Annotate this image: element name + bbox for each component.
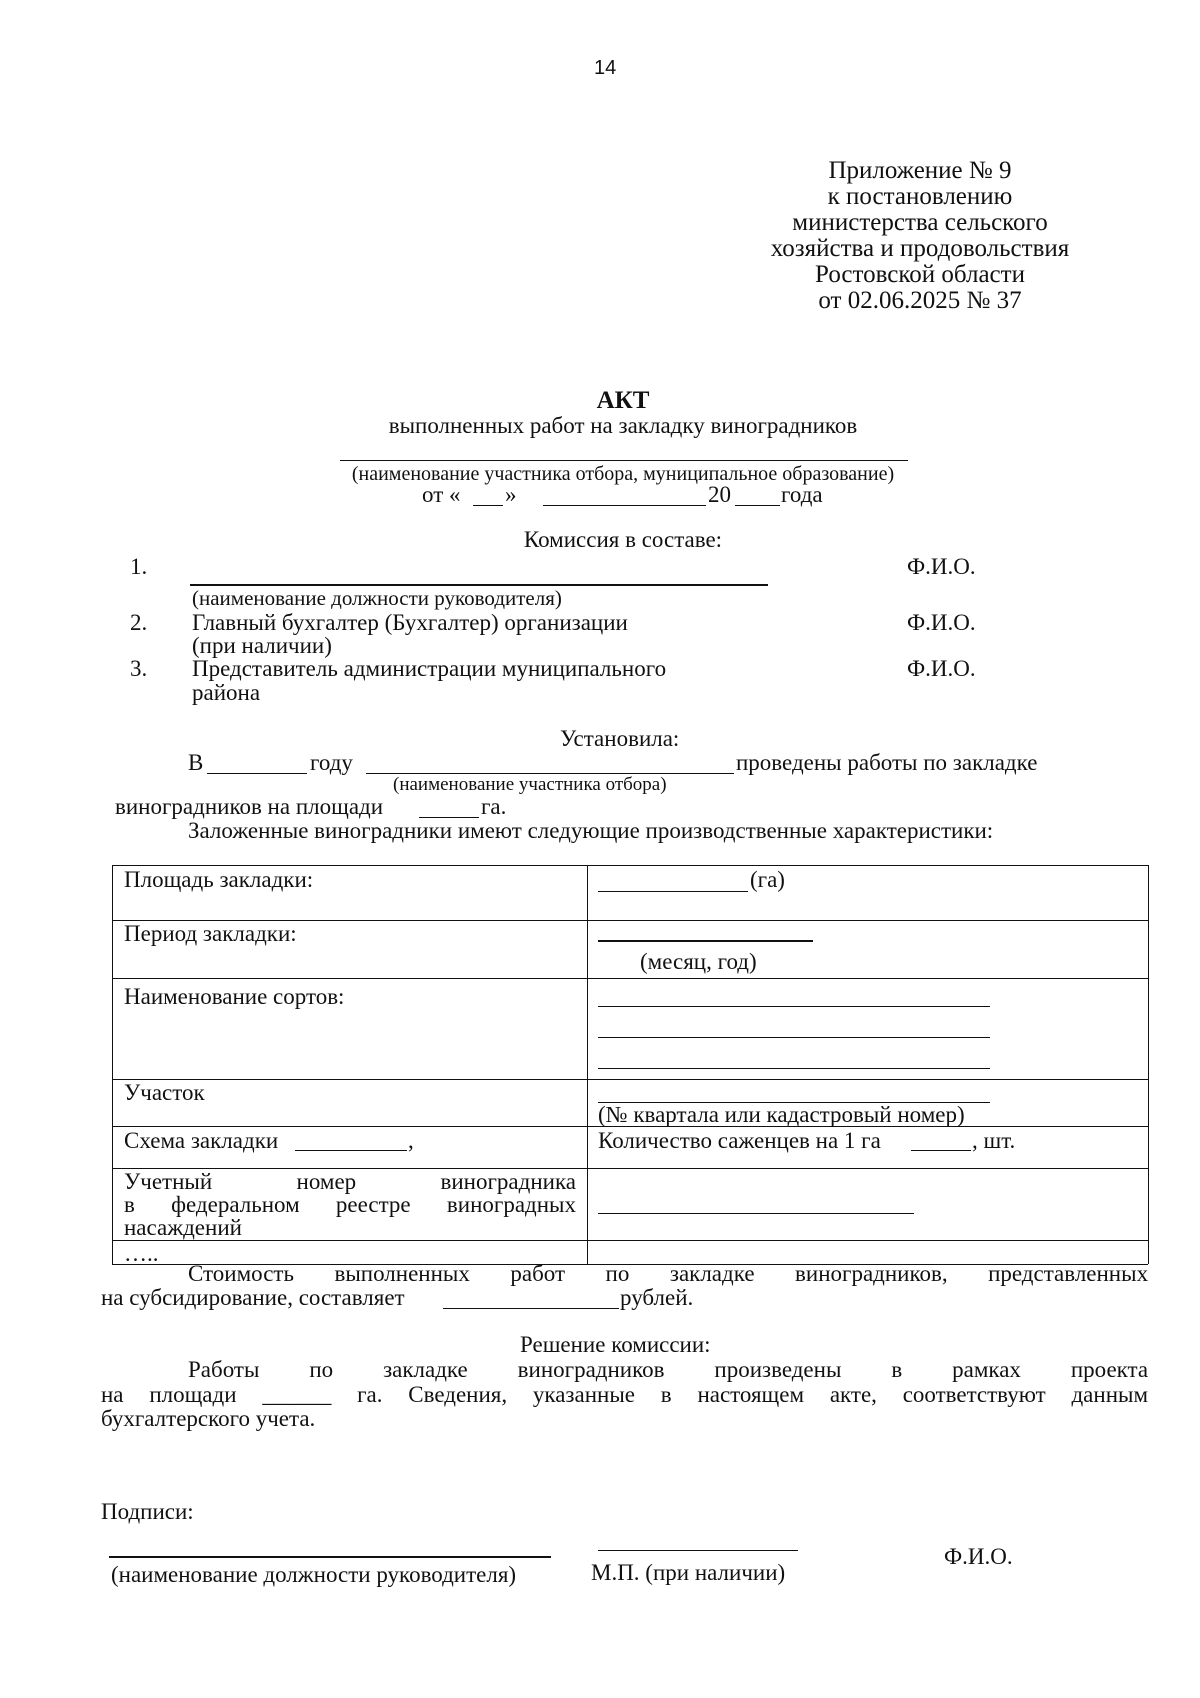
registry-word: Учетный bbox=[124, 1169, 213, 1194]
decision-word: соответствуют bbox=[902, 1382, 1046, 1407]
period-blank bbox=[598, 940, 813, 942]
decision-line: бухгалтерского учета. bbox=[101, 1406, 316, 1431]
table-border bbox=[1148, 865, 1149, 1264]
plot-label: Участок bbox=[124, 1080, 205, 1105]
position-signature-line bbox=[109, 1556, 551, 1558]
table-border bbox=[112, 865, 113, 1264]
seedlings-label: Количество саженцев на 1 га bbox=[598, 1128, 881, 1153]
decision-word: Сведения, bbox=[408, 1382, 508, 1407]
year-blank bbox=[735, 505, 780, 506]
characteristics-intro: Заложенные виноградники имеют следующие производственные характеристики: bbox=[188, 818, 994, 843]
registry-blank bbox=[598, 1213, 914, 1214]
cost-line bbox=[188, 1262, 1148, 1285]
month-blank bbox=[543, 505, 706, 506]
established-heading: Установила: bbox=[560, 726, 680, 751]
cost-word: Стоимость bbox=[188, 1261, 294, 1286]
decision-word: на bbox=[101, 1382, 124, 1407]
stamp-hint: М.П. (при наличии) bbox=[591, 1560, 786, 1585]
scheme-blank bbox=[295, 1150, 407, 1151]
signatures-label: Подписи: bbox=[101, 1499, 194, 1524]
position-hint: (наименование должности руководителя) bbox=[111, 1562, 517, 1587]
cost-word: выполненных bbox=[334, 1261, 470, 1286]
appendix-line: министерства сельского bbox=[792, 209, 1048, 236]
appendix-line: Приложение № 9 bbox=[828, 157, 1012, 184]
registry-word: реестре bbox=[335, 1192, 411, 1217]
seedlings-blank bbox=[911, 1150, 971, 1151]
variety-blank bbox=[598, 1006, 990, 1007]
appendix-line: Ростовской области bbox=[815, 261, 1025, 288]
decision-word: указанные bbox=[532, 1382, 635, 1407]
page-number: 14 bbox=[594, 57, 617, 79]
commission-heading: Комиссия в составе: bbox=[523, 527, 723, 552]
date-prefix: от « bbox=[422, 482, 461, 507]
act-subtitle: выполненных работ на закладку виноградников bbox=[388, 413, 858, 438]
period-hint: (месяц, год) bbox=[640, 949, 757, 974]
variety-blank bbox=[598, 1037, 990, 1038]
day-blank bbox=[473, 505, 503, 506]
area-blank bbox=[598, 891, 748, 892]
participant-hint: (наименование участника отбора, муниципальное образование) bbox=[351, 463, 895, 485]
cost-word: закладке bbox=[669, 1261, 755, 1286]
table-border bbox=[587, 865, 588, 1264]
decision-word: виноградников bbox=[517, 1357, 665, 1382]
registry-word: федеральном bbox=[171, 1192, 300, 1217]
signature-line bbox=[598, 1550, 798, 1551]
year-blank bbox=[207, 773, 307, 774]
participant-blank bbox=[340, 460, 908, 461]
decision-word: произведены bbox=[714, 1357, 842, 1382]
decision-word: настоящем bbox=[697, 1382, 805, 1407]
table-border bbox=[112, 1079, 1148, 1080]
participant-hint: (наименование участника отбора) bbox=[393, 774, 667, 795]
decision-word: закладке bbox=[383, 1357, 468, 1382]
varieties-label: Наименование сортов: bbox=[124, 984, 345, 1009]
signature-fio: Ф.И.О. bbox=[944, 1544, 1013, 1569]
act-title: АКТ bbox=[596, 387, 650, 414]
scheme-comma: , bbox=[408, 1128, 414, 1153]
appendix-line: к постановлению bbox=[827, 183, 1013, 210]
member-number: 1. bbox=[130, 554, 148, 579]
established-year: году bbox=[310, 750, 353, 775]
area-prefix: виноградников на площади bbox=[115, 794, 384, 819]
plot-hint: (№ квартала или кадастровый номер) bbox=[598, 1102, 965, 1127]
member-number: 2. bbox=[130, 610, 148, 635]
cost-word: работ bbox=[510, 1261, 566, 1286]
cost-word: по bbox=[605, 1261, 630, 1286]
decision-word: площади bbox=[149, 1382, 237, 1407]
decision-word: проекта bbox=[1070, 1357, 1149, 1382]
table-border bbox=[112, 1240, 1148, 1241]
cost-word: виноградников, bbox=[795, 1261, 948, 1286]
cost-blank bbox=[443, 1308, 619, 1309]
member-hint: (наименование должности руководителя) bbox=[192, 586, 562, 610]
registry-line bbox=[124, 1193, 576, 1216]
member-fio: Ф.И.О. bbox=[907, 554, 976, 579]
member-fio: Ф.И.О. bbox=[907, 610, 976, 635]
date-suffix: года bbox=[781, 482, 823, 507]
scheme-label: Схема закладки bbox=[124, 1128, 279, 1153]
member-hint: (при наличии) bbox=[192, 633, 332, 658]
decision-word: акте, bbox=[829, 1382, 877, 1407]
registry-word: номер bbox=[296, 1169, 357, 1194]
member-text: Главный бухгалтер (Бухгалтер) организации bbox=[192, 610, 628, 635]
member-fio: Ф.И.О. bbox=[907, 656, 976, 681]
registry-line: насаждений bbox=[124, 1215, 242, 1240]
decision-line bbox=[188, 1358, 1148, 1381]
date-year: 20 bbox=[708, 482, 731, 507]
cost-prefix: на субсидирование, составляет bbox=[101, 1285, 405, 1310]
member-text: Представитель администрации муниципального bbox=[192, 656, 667, 681]
established-v: В bbox=[188, 750, 204, 775]
decision-word: по bbox=[309, 1357, 334, 1382]
date-mid: » bbox=[505, 482, 517, 507]
cost-unit: рублей. bbox=[620, 1285, 694, 1310]
decision-word: рамках bbox=[952, 1357, 1021, 1382]
variety-blank bbox=[598, 1068, 990, 1069]
seedlings-unit: , шт. bbox=[972, 1128, 1016, 1153]
decision-heading: Решение комиссии: bbox=[520, 1332, 711, 1357]
cost-word: представленных bbox=[988, 1261, 1149, 1286]
period-label: Период закладки: bbox=[124, 921, 297, 946]
registry-word: в bbox=[124, 1192, 135, 1217]
decision-word: данным bbox=[1071, 1382, 1149, 1407]
member-hint: района bbox=[192, 680, 261, 705]
area-label: Площадь закладки: bbox=[124, 867, 314, 892]
appendix-line: хозяйства и продовольствия bbox=[770, 235, 1070, 262]
decision-word: ______ bbox=[262, 1382, 332, 1407]
established-tail: проведены работы по закладке bbox=[736, 750, 1038, 775]
decision-word: га. bbox=[357, 1382, 383, 1407]
member-number: 3. bbox=[130, 656, 148, 681]
decision-line bbox=[101, 1383, 1148, 1406]
area-unit: (га) bbox=[750, 867, 785, 892]
decision-word: в bbox=[660, 1382, 672, 1407]
decision-word: Работы bbox=[188, 1357, 260, 1382]
area-unit: га. bbox=[481, 794, 507, 819]
registry-word: виноградника bbox=[440, 1169, 576, 1194]
table-border bbox=[112, 865, 1148, 866]
table-ellipsis: ….. bbox=[124, 1241, 159, 1266]
decision-word: в bbox=[891, 1357, 903, 1382]
table-border bbox=[112, 978, 1148, 979]
registry-line bbox=[124, 1170, 576, 1193]
registry-word: виноградных bbox=[446, 1192, 576, 1217]
appendix-line: от 02.06.2025 № 37 bbox=[818, 287, 1022, 314]
